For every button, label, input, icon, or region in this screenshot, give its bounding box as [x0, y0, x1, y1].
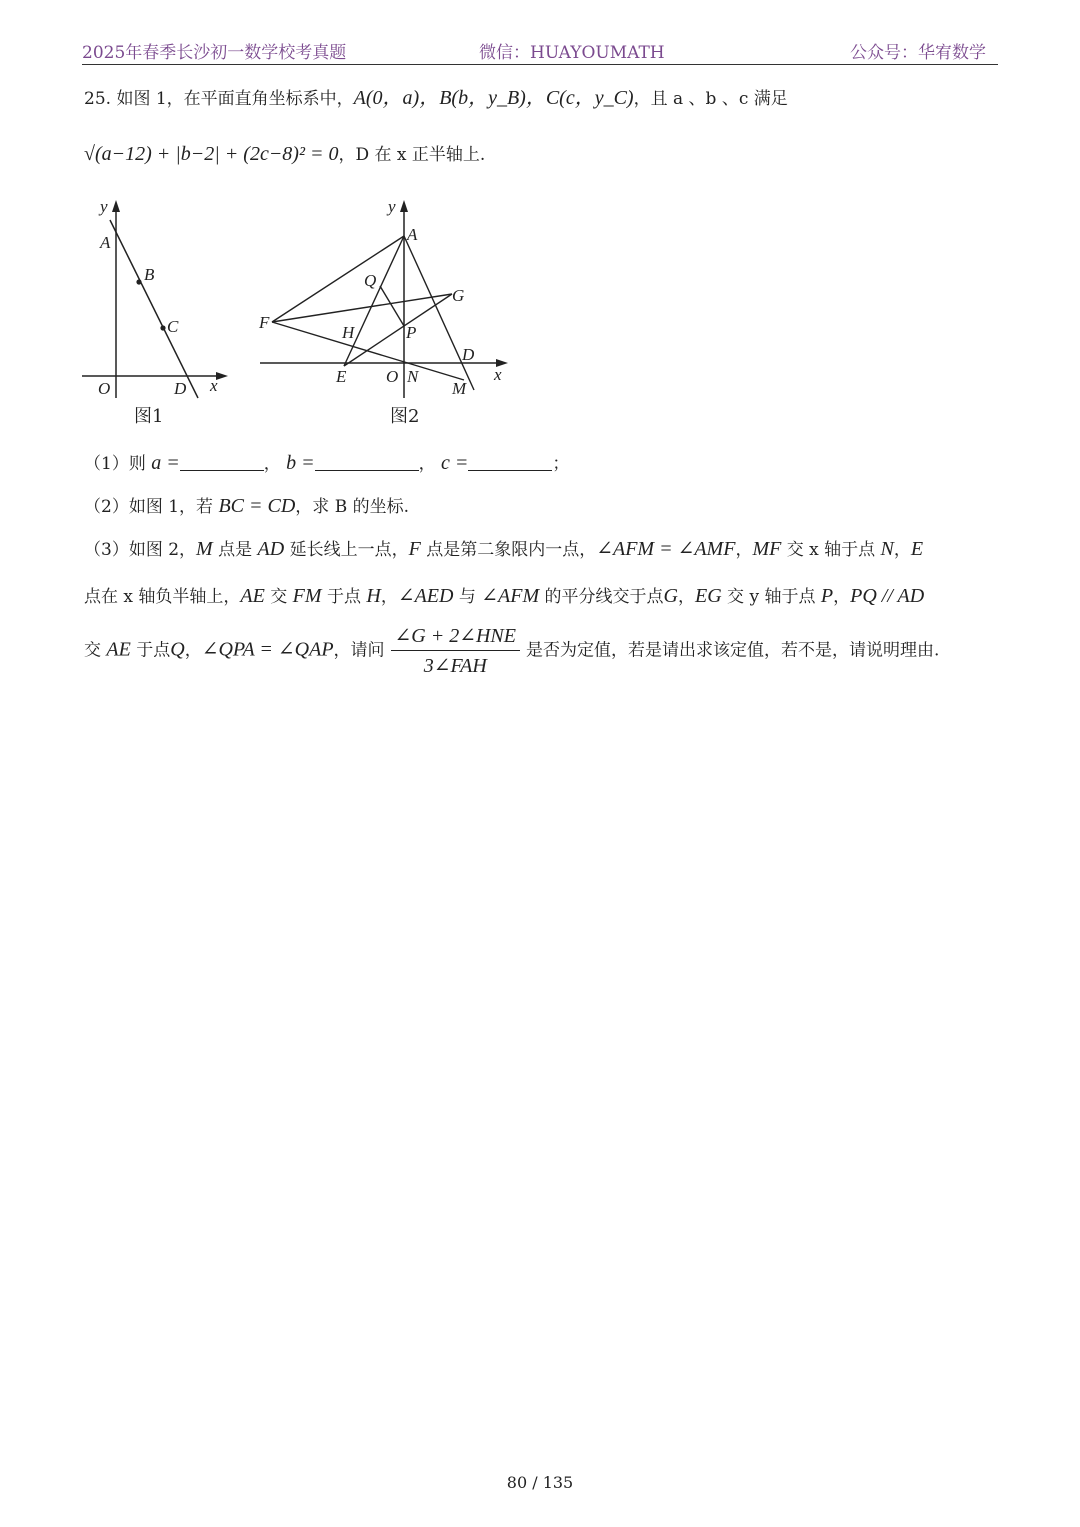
p3-text: 的平分线交于点	[539, 587, 664, 607]
part-1-end: ；	[552, 454, 570, 474]
page-number: 80 / 135	[506, 1473, 574, 1492]
p3-text: ，	[380, 587, 398, 607]
part-1-sep-1: ，	[263, 454, 281, 474]
fig2-label-y: y	[388, 198, 396, 216]
p3-math: G	[663, 585, 678, 607]
condition-equation: √(a−12) + |b−2| + (2c−8)² = 0	[84, 143, 339, 165]
p3-math: ∠AED	[397, 585, 454, 607]
p3-math: AE	[240, 585, 265, 607]
p3-text: ，	[184, 640, 202, 661]
part-2-condition: BC = CD	[218, 495, 296, 517]
fig1-label-c: C	[167, 317, 179, 336]
p3-text: 点在 x 轴负半轴上，	[84, 587, 241, 607]
figure-2	[256, 198, 526, 403]
fig1-point-b	[136, 279, 141, 284]
answer-b-blank[interactable]	[315, 452, 419, 471]
part-1	[84, 451, 569, 475]
fig1-label-x: x	[210, 376, 218, 395]
p3-text: 于点	[130, 640, 171, 661]
p3-math: E	[910, 538, 924, 560]
p3-math: M	[196, 538, 213, 560]
part-2-text-b: ，求 B 的坐标.	[295, 497, 410, 517]
problem-line-1-tail: ，且 a 、b 、c 满足	[633, 89, 788, 109]
answer-b-label: b =	[286, 452, 315, 474]
fig1-label-y: y	[100, 198, 108, 216]
fig1-label-a: A	[100, 233, 111, 252]
p3-text: ，	[833, 587, 851, 607]
p3-text: 点是	[212, 540, 258, 560]
fig2-label-e: E	[336, 367, 347, 386]
answer-c-label: c =	[441, 452, 469, 474]
p3-math: ∠AFM = ∠AMF	[596, 538, 736, 560]
part-3-line-2	[84, 584, 924, 608]
header-wechat: 微信：HUAYOUMATH	[479, 43, 665, 63]
p3-math: MF	[752, 538, 782, 560]
fig2-label-h: H	[342, 323, 355, 342]
fig1-label-b: B	[144, 265, 155, 284]
fig1-label-d: D	[174, 379, 187, 398]
part-1-sep-2: ，	[418, 454, 436, 474]
fig2-y-arrow-icon	[400, 200, 408, 212]
p3-math: Q	[170, 638, 185, 661]
p3-text: 交	[84, 640, 107, 661]
p3-text: 是否为定值，若是请出求该定值，若不是，请说明理由.	[526, 640, 940, 661]
p3-text: ，	[677, 587, 695, 607]
fig2-label-f: F	[259, 313, 270, 332]
answer-a-blank[interactable]	[180, 452, 264, 471]
problem-line-2-tail: ，D 在 x 正半轴上.	[338, 145, 486, 165]
p3-math: AE	[106, 638, 131, 661]
fig2-line-fm	[272, 322, 464, 380]
figure-1-caption: 图1	[134, 406, 164, 427]
fig2-label-p: P	[406, 323, 417, 342]
fig2-label-m: M	[452, 379, 467, 398]
p3-math: FM	[292, 585, 322, 607]
p3-text: 交 y 轴于点	[721, 587, 821, 607]
header-title: 2025年春季长沙初一数学校考真题	[82, 43, 347, 63]
fig1-y-arrow-icon	[112, 200, 120, 212]
p3-text: 与	[453, 587, 482, 607]
fig2-label-x: x	[494, 365, 502, 384]
fig1-point-c	[160, 325, 165, 330]
fig1-line-ad	[110, 220, 198, 398]
header-account: 公众号：华宥数学	[850, 43, 986, 63]
p3-text: 交 x 轴于点	[781, 540, 881, 560]
p3-text: 点是第二象限内一点，	[420, 540, 597, 560]
part-1-prefix: （1）则	[84, 454, 146, 474]
p3-text: ，请问	[333, 640, 385, 661]
p3-text: ，	[735, 540, 753, 560]
fig2-label-d: D	[462, 345, 475, 364]
fraction-denominator: 3∠FAH	[423, 655, 487, 677]
fig2-label-o: O	[386, 367, 399, 386]
fig2-line-fg	[272, 294, 452, 322]
point-coordinates: A(0，a)，B(b，y_B)，C(c，y_C)	[353, 87, 634, 109]
p3-math: H	[366, 585, 381, 607]
part-3-line-3	[84, 624, 939, 678]
p3-math: ∠AFM	[481, 585, 540, 607]
figure-2-caption: 图2	[390, 406, 420, 427]
fig2-label-q: Q	[364, 271, 377, 290]
problem-line-2	[84, 142, 485, 166]
p3-math: PQ // AD	[850, 585, 925, 607]
fig2-label-a: A	[407, 225, 418, 244]
part-2	[84, 494, 409, 518]
part-2-text-a: （2）如图 1，若	[84, 497, 214, 517]
p3-text: （3）如图 2，	[84, 540, 197, 560]
ratio-fraction	[391, 624, 520, 678]
p3-math: EG	[694, 585, 722, 607]
figure-1	[78, 198, 238, 403]
fraction-numerator: ∠G + 2∠HNE	[391, 624, 520, 651]
p3-math: N	[880, 538, 894, 560]
p3-math: ∠QPA = ∠QAP	[201, 638, 334, 661]
fig1-x-arrow-icon	[216, 372, 228, 380]
p3-math: P	[820, 585, 834, 607]
p3-text: 交	[264, 587, 293, 607]
fig2-line-pq	[380, 286, 404, 326]
answer-c-blank[interactable]	[468, 452, 552, 471]
fig1-label-o: O	[98, 379, 111, 398]
p3-text: 于点	[321, 587, 367, 607]
problem-line-1	[84, 86, 788, 110]
problem-number: 25. 如图 1，在平面直角坐标系中，	[84, 89, 354, 109]
fig2-label-n: N	[407, 367, 419, 386]
part-3-line-1	[84, 537, 923, 561]
fig2-label-g: G	[452, 286, 465, 305]
p3-math: F	[408, 538, 421, 560]
page-header	[82, 38, 998, 65]
p3-math: AD	[257, 538, 285, 560]
p3-text: ，	[893, 540, 911, 560]
p3-text: 延长线上一点，	[284, 540, 409, 560]
answer-a-label: a =	[151, 452, 180, 474]
